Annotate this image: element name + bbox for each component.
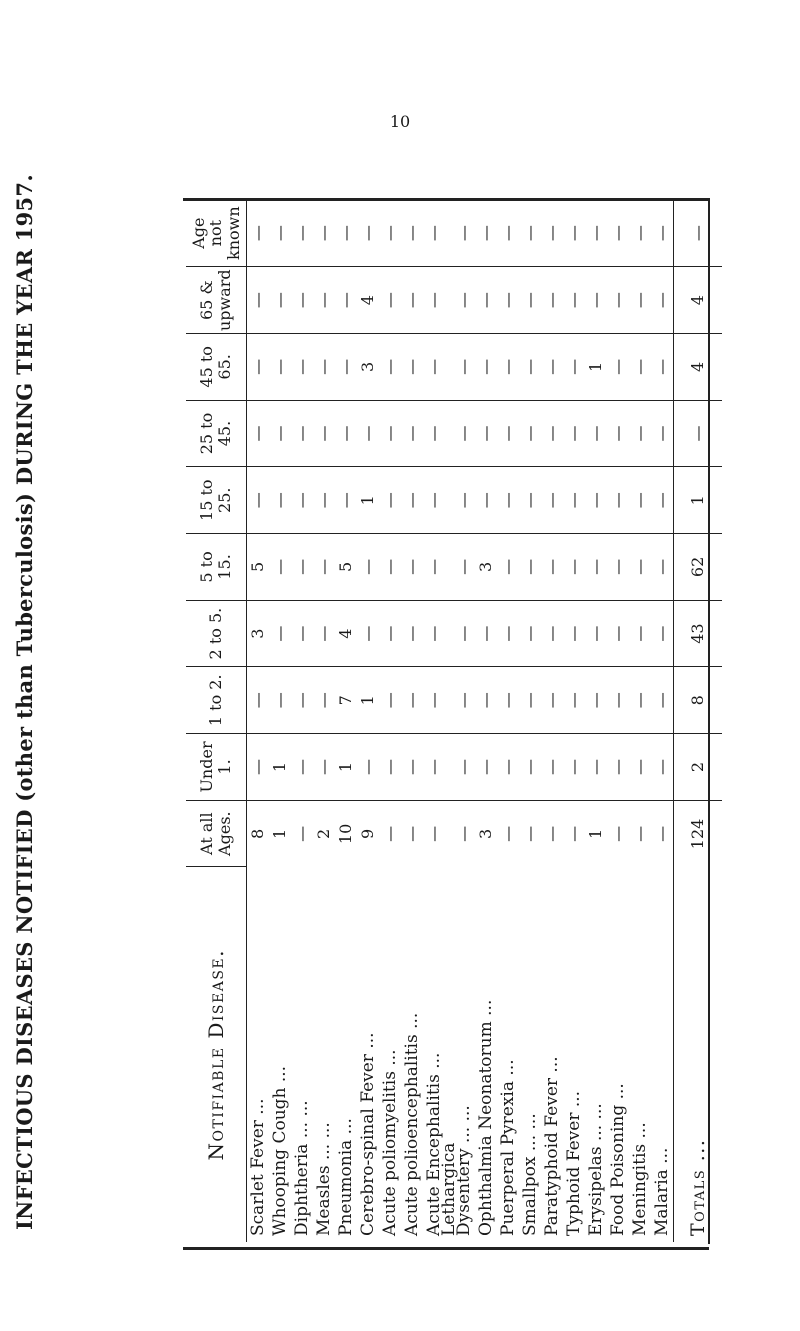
case-count: — [269,467,291,534]
case-count: — [269,667,291,734]
case-count: — [497,334,519,401]
disease-name: Meningitis ... [630,1122,650,1236]
case-count: 5 [335,534,357,601]
case-count: — [629,267,651,334]
case-count: 4 [335,600,357,667]
case-count: — [269,400,291,467]
leader-dots: ... [498,1059,518,1081]
table-row [607,200,629,1242]
case-count: — [423,600,445,667]
case-count: — [519,600,541,667]
table-row [629,200,651,1242]
disease-name: Acute polioencephalitis ... [402,1012,422,1236]
case-count: — [607,334,629,401]
totals-label: Totals ... [674,867,723,1242]
case-count: — [313,400,335,467]
case-count: — [519,334,541,401]
case-count: — [519,734,541,801]
case-count: — [269,600,291,667]
case-count: — [476,225,495,242]
case-count: — [401,734,423,801]
case-count: — [423,734,445,801]
leader-dots: ... [476,999,496,1022]
case-count: — [607,267,629,334]
case-count: — [453,334,475,401]
leader-dots: ... [424,1052,444,1075]
case-count: — [651,334,674,401]
disease-name: Erysipelas ... ... [586,1103,606,1236]
case-count: — [651,467,674,534]
case-count: — [380,225,399,242]
case-count: — [563,600,585,667]
case-count: — [651,534,674,601]
table-row [475,200,497,1242]
table-row [585,200,607,1242]
table-row [445,200,453,1242]
case-count: — [453,534,475,601]
table-row [247,200,270,1242]
case-count: — [542,225,561,242]
header-row [186,200,247,1242]
case-count: — [453,400,475,467]
leader-dots: ... [314,1122,334,1144]
case-count: — [247,734,270,801]
case-count: — [453,734,475,801]
case-count: — [651,667,674,734]
case-count: — [629,534,651,601]
case-count: — [313,534,335,601]
case-count: — [313,334,335,401]
case-count: 1 [269,800,291,867]
case-count: — [269,534,291,601]
case-count: — [475,600,497,667]
case-count: — [247,267,270,334]
case-count: — [541,600,563,667]
case-count: — [607,467,629,534]
case-count: — [453,467,475,534]
disease-name: Scarlet Fever ... [248,1098,268,1236]
case-count: — [475,400,497,467]
leader-dots: ... [358,1032,378,1055]
case-count: — [497,800,519,867]
case-count: 2 [674,734,723,801]
case-count: — [423,667,445,734]
table-row [497,200,519,1242]
disease-name: Measles ... ... [314,1122,334,1236]
case-count: — [401,400,423,467]
column-header-disease: Notifiable Disease. [186,867,247,1242]
case-count: 124 [674,800,723,867]
case-count: — [453,800,475,867]
case-count: — [651,267,674,334]
case-count: — [563,334,585,401]
case-count: — [519,467,541,534]
column-header-age-group: 2 to 5. [186,600,247,667]
disease-name: Typhoid Fever ... [564,1090,584,1236]
case-count: — [607,400,629,467]
page-title: INFECTIOUS DISEASES NOTIFIED (other than Tuberculosis) DURING THE YEAR 1957. [12,174,37,1230]
case-count: — [314,225,333,242]
case-count: — [247,400,270,467]
table-row [423,200,445,1242]
case-count: — [247,467,270,534]
disease-name: Dysentery ... ... [454,1105,474,1236]
case-count: — [379,467,401,534]
case-count: — [586,225,605,242]
case-count: 3 [475,534,497,601]
disease-name: Puerperal Pyrexia ... [498,1059,518,1236]
case-count: — [519,667,541,734]
case-count: — [541,534,563,601]
case-count: — [630,225,649,242]
case-count: 8 [674,667,723,734]
case-count: — [291,800,313,867]
case-count: 3 [357,334,379,401]
case-count: — [563,534,585,601]
case-count: — [247,334,270,401]
case-count: — [498,225,517,242]
table-row [379,200,401,1242]
case-count: — [497,267,519,334]
case-count: — [291,267,313,334]
case-count: — [563,800,585,867]
leader-dots: ... [542,1056,562,1078]
case-count: 10 [335,800,357,867]
table-row [313,200,335,1242]
case-count: — [475,267,497,334]
rotated-table-container [186,200,711,1242]
leader-dots: ... [336,1118,356,1140]
case-count: — [651,734,674,801]
case-count [445,467,453,534]
case-count [445,600,453,667]
table-row [651,200,674,1242]
case-count: — [563,734,585,801]
case-count [445,534,453,601]
case-count: — [541,734,563,801]
case-count: — [335,467,357,534]
case-count: — [247,667,270,734]
table-row [519,200,541,1242]
case-count: — [453,667,475,734]
leader-dots: ... [608,1083,628,1105]
case-count: — [270,225,289,242]
case-count [445,734,453,801]
case-count: 62 [674,534,723,601]
case-count: — [607,534,629,601]
case-count: — [519,534,541,601]
case-count: — [497,534,519,601]
disease-name: Pneumonia ... [336,1118,356,1236]
case-count: — [292,225,311,242]
case-count: — [401,334,423,401]
table-row [541,200,563,1242]
case-count: — [585,400,607,467]
case-count: — [541,800,563,867]
case-count: — [402,225,421,242]
case-count: — [629,667,651,734]
leader-dots: ... [630,1122,650,1144]
case-count: 7 [335,667,357,734]
case-count: — [313,600,335,667]
case-count: — [401,800,423,867]
case-count: — [379,534,401,601]
case-count: — [541,467,563,534]
table-row [269,200,291,1242]
case-count: — [541,334,563,401]
case-count: 4 [357,267,379,334]
column-header-age-group: At all Ages. [186,800,247,867]
case-count: — [520,225,539,242]
column-header-age-group: 5 to 15. [186,534,247,601]
leader-dots: ... [248,1098,268,1121]
notifications-table [186,200,722,1242]
case-count: — [629,734,651,801]
case-count: — [475,667,497,734]
leader-dots: ... [520,1113,540,1135]
case-count: — [475,467,497,534]
case-count: — [269,267,291,334]
case-count: — [357,400,379,467]
case-count: — [585,734,607,801]
disease-name: Food Poisoning ... [608,1083,628,1236]
case-count: 1 [585,800,607,867]
table-row [291,200,313,1242]
case-count [445,800,453,867]
case-count: — [291,400,313,467]
disease-name: Smallpox ... ... [520,1113,540,1236]
case-count: — [454,225,473,242]
case-count: — [358,225,377,242]
column-header-age-group: 65 & upward [186,267,247,334]
disease-name: Ophthalmia Neonatorum ... [476,999,496,1236]
case-count: — [291,467,313,534]
case-count: — [563,400,585,467]
disease-name: Paratyphoid Fever ... [542,1056,562,1236]
case-count: — [379,800,401,867]
case-count: — [379,667,401,734]
case-count: — [423,400,445,467]
case-count [445,334,453,401]
disease-name: Acute poliomyelitis ... [380,1049,400,1236]
leader-dots: ... [652,1147,672,1170]
case-count: 4 [674,334,723,401]
case-count: — [607,800,629,867]
leader-dots: ... [454,1105,474,1127]
case-count: — [585,467,607,534]
case-count: — [336,225,355,242]
column-header-age-group: Under 1. [186,734,247,801]
case-count: — [519,800,541,867]
case-count: — [401,600,423,667]
case-count: — [335,334,357,401]
case-count: — [335,267,357,334]
case-count: — [607,734,629,801]
column-header-age-group: 25 to 45. [186,400,247,467]
case-count: — [291,534,313,601]
case-count: — [564,225,583,242]
case-count: 1 [335,734,357,801]
case-count: 1 [357,667,379,734]
case-count: — [379,400,401,467]
disease-name: Lethargica [439,1142,459,1236]
case-count: — [674,400,723,467]
case-count: — [519,267,541,334]
case-count: — [629,467,651,534]
case-count: — [585,534,607,601]
leader-dots: ... [687,1138,709,1169]
case-count: — [357,734,379,801]
page-number: 10 [389,112,411,131]
case-count: — [585,600,607,667]
case-count: — [629,600,651,667]
case-count: — [519,400,541,467]
case-count: — [541,400,563,467]
case-count: — [335,400,357,467]
case-count: — [497,467,519,534]
case-count: — [357,534,379,601]
table-row [357,200,379,1242]
case-count: — [607,667,629,734]
case-count: — [651,800,674,867]
case-count: — [313,267,335,334]
case-count: — [379,267,401,334]
case-count: 2 [313,800,335,867]
case-count: — [291,667,313,734]
case-count: — [423,534,445,601]
case-count: — [541,667,563,734]
case-count: — [651,600,674,667]
case-count: 1 [269,734,291,801]
case-count: 5 [247,534,270,601]
table-row [453,200,475,1242]
disease-name: Diphtheria ... ... [292,1100,312,1236]
case-count: — [674,200,723,267]
case-count: — [401,667,423,734]
case-count [445,667,453,734]
leader-dots: ... [564,1090,584,1113]
case-count [445,267,453,334]
leader-dots: ... [586,1103,606,1125]
case-count: — [497,734,519,801]
case-count: — [423,467,445,534]
case-count: — [563,467,585,534]
case-count: 8 [247,800,270,867]
case-count: — [401,267,423,334]
case-count: — [563,667,585,734]
case-count: — [248,225,267,242]
case-count: — [291,600,313,667]
case-count: — [291,334,313,401]
case-count: — [357,600,379,667]
case-count: — [497,667,519,734]
column-header-age-group: 15 to 25. [186,467,247,534]
table-row [335,200,357,1242]
case-count: — [453,600,475,667]
column-header-age-group: Age not known [186,200,247,267]
case-count: — [629,334,651,401]
leader-dots: ... [270,1065,290,1088]
disease-name: Acute Encephalitis ... [424,1052,444,1236]
case-count: — [379,600,401,667]
case-count: — [497,400,519,467]
case-count: — [475,734,497,801]
case-count: — [423,334,445,401]
table-row [401,200,423,1242]
case-count: — [401,534,423,601]
case-count: — [652,225,671,242]
totals-row [674,200,723,1242]
case-count: 3 [247,600,270,667]
case-count [445,400,453,467]
case-count: — [585,267,607,334]
case-count: 1 [674,467,723,534]
column-header-age-group: 1 to 2. [186,667,247,734]
case-count: 43 [674,600,723,667]
column-header-age-group: 45 to 65. [186,334,247,401]
table-row [563,200,585,1242]
case-count: 1 [357,467,379,534]
case-count: — [269,334,291,401]
case-count: — [291,734,313,801]
disease-name: Malaria ... [652,1147,672,1236]
case-count: — [401,467,423,534]
case-count: — [629,800,651,867]
case-count: — [423,267,445,334]
case-count: — [563,267,585,334]
case-count: — [424,225,443,242]
case-count: — [585,667,607,734]
case-count: — [607,600,629,667]
case-count: — [608,225,627,242]
disease-name: Cerebro-spinal Fever ... [358,1032,378,1236]
case-count: 1 [585,334,607,401]
case-count: — [453,267,475,334]
leader-dots: ... [292,1100,312,1122]
case-count [445,200,453,267]
case-count: 4 [674,267,723,334]
leader-dots: ... [402,1012,422,1035]
case-count: — [475,334,497,401]
case-count: — [629,400,651,467]
case-count: — [313,667,335,734]
case-count: — [379,734,401,801]
case-count: — [313,734,335,801]
case-count: — [497,600,519,667]
case-count: — [651,400,674,467]
case-count: — [541,267,563,334]
case-count: 9 [357,800,379,867]
case-count: — [423,800,445,867]
case-count: — [379,334,401,401]
leader-dots: ... [380,1049,400,1072]
case-count: — [313,467,335,534]
disease-name: Whooping Cough ... [270,1065,290,1236]
case-count: 3 [475,800,497,867]
